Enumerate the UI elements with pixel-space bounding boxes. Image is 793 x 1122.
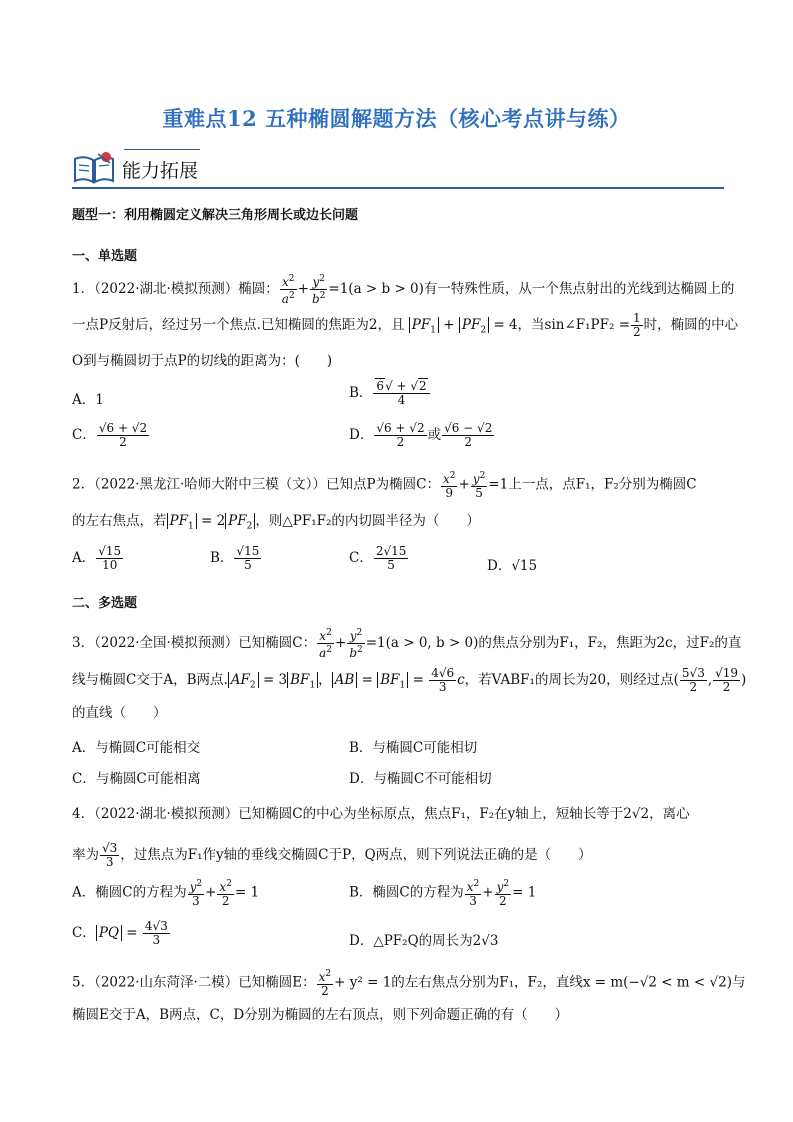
q2-option-c-value: $\frac{2√15}{5}$ [375,544,407,572]
q1-stem-a: 1．（2022·湖北·模拟预测）椭圆： [72,281,279,297]
q2-ratio-condition: $PF_1 = 2$ $PF_2$ [167,513,256,529]
q4-option-a[interactable]: A．椭圆C的方程为 $\frac{y^2}{3}$ + $\frac{x^2}{2}$ = 1 [72,879,260,908]
q3-point-y: $\frac{√19}{2}$ [715,666,739,694]
q1-ellipse-y-term: $\frac{y^2}{b^2}$ [311,274,326,306]
q2-line-1: 2．（2022·黑龙江·哈师大附中三模（文））已知点P为椭圆C： $\frac{x^2}{9}$ + $\frac{y^2}{5}$ =1上一点，点F₁，F₂分别为椭圆C [72,471,697,500]
q4-option-b-y-term: $\frac{y^2}{2}$ [496,879,510,908]
q2-option-d[interactable]: D．√15 [487,558,538,574]
q3-point-x: $\frac{5√3}{2}$ [681,666,705,694]
q2-ellipse-y-term: $\frac{y^2}{5}$ [472,471,486,500]
q4-option-a-x-term: $\frac{x^2}{2}$ [219,879,232,908]
q1-line-2 [72,311,739,341]
q1-option-d[interactable]: D． $\frac{√6 + √2}{2}$ 或 $\frac{√6 - √2}{2}$ [349,421,493,449]
q2-ellipse-x-term: $\frac{x^2}{9}$ [442,471,456,500]
q3-line-3: 的直线（ ） [72,705,167,721]
q3-option-a[interactable]: A．与椭圆C可能相交 [72,740,201,756]
q3-line-2: 线与椭圆C交于A，B两点. $AF_2 = 3$ $BF_1$ ， AB = $BF_1$ = $\frac{4√6}{3}$ c，若VABF₁的周长为20，则经过点( $\frac{5√3}{2}$ , $\frac{√19}{2}$ ) [72,666,747,694]
q3-line-1: 3．（2022·全国·模拟预测）已知椭圆C： $\frac{x^2}{a^2}$ + $\frac{y^2}{b^2}$ =1(a > 0, b > 0)的焦点分别为F₁，F₂，焦距为2c，过F₂的直 [72,628,742,660]
q2-option-b-value: $\frac{√15}{5}$ [236,544,260,572]
q1-sum-condition: $PF_1 + PF_2 = 4$ [409,317,518,333]
q1-option-b[interactable]: B． $\frac{6√ + √2}{4}$ [349,380,431,407]
banner-top-line [124,149,200,150]
q3-option-b[interactable]: B．与椭圆C可能相切 [349,740,478,756]
q1-option-d-value-2: $\frac{√6 - √2}{2}$ [444,421,493,449]
q4-option-c[interactable]: C． PQ = $\frac{4√3}{3}$ [72,919,168,947]
q1-option-d-value-1: $\frac{√6 + √2}{2}$ [376,421,425,449]
q1-line-3: O到与椭圆切于点P的切线的距离为：( ) [72,353,333,369]
q5-ellipse-x-term: $\frac{x^2}{2}$ [318,969,332,998]
q4-eccentricity: $\frac{√3}{3}$ [102,841,118,869]
q1-option-b-value: $\frac{6√ + √2}{4}$ [373,380,429,407]
q3-condition: $AF_2 = 3$ $BF_1$ ， AB = $BF_1$ = $\frac{4√6}{3}$ c [228,672,465,688]
q4-option-d[interactable]: D．△PF₂Q的周长为2√3 [349,933,499,949]
q1-option-a[interactable]: A．1 [72,392,104,408]
q4-option-b[interactable]: B．椭圆C的方程为 $\frac{x^2}{3}$ + $\frac{y^2}{2}$ = 1 [349,879,537,908]
section-single-choice: 一、单选题 [72,249,138,264]
q5-line-1: 5．（2022·山东菏泽·二模）已知椭圆E： $\frac{x^2}{2}$ + y² = 1的左右焦点分别为F₁，F₂，直线x = m(−√2 < m < √2)与 [72,969,746,998]
q4-option-c-value: $\frac{4√3}{3}$ [144,919,168,947]
q2-option-a-value: $\frac{√15}{10}$ [98,544,122,572]
q4-line-1: 4．（2022·湖北·模拟预测）已知椭圆C的中心为坐标原点，焦点F₁，F₂在y轴上，短轴长等于2√2，离心 [72,806,690,822]
q5-line-2: 椭圆E交于A，B两点，C，D分别为椭圆的左右顶点，则下列命题正确的有（ ） [72,1007,569,1023]
book-icon [72,151,116,185]
q3-option-c[interactable]: C．与椭圆C可能相离 [72,771,201,787]
q1-half-fraction: $\frac{1}{2}$ [633,311,641,339]
q1-option-c[interactable]: C． $\frac{√6 + √2}{2}$ [72,421,148,449]
q1-option-c-value: $\frac{√6 + √2}{2}$ [98,421,148,449]
q2-option-a[interactable]: A． $\frac{√15}{10}$ [72,544,122,572]
q1-stem-d: ，当sin∠F₁PF₂ = [517,317,631,333]
banner-rule [72,187,724,189]
banner-label: 能力拓展 [122,160,199,182]
q4-option-b-x-term: $\frac{x^2}{3}$ [466,879,480,908]
q1-line-1: 1．（2022·湖北·模拟预测）椭圆： $\frac{x^2}{a^2}$ + $\frac{y^2}{b^2}$ =1(a > b > 0)有一特殊性质，从一个焦点射出的光线到达椭圆上的 [72,274,735,306]
q2-option-b[interactable]: B． $\frac{√15}{5}$ [210,544,260,572]
q1-stem-c: 一点P反射后，经过另一个焦点.已知椭圆的焦距为2，且 [72,317,405,333]
page-title: 重难点12 五种椭圆解题方法（核心考点讲与练） [162,106,631,131]
q3-option-d[interactable]: D．与椭圆C不可能相切 [349,771,492,787]
type-heading: 题型一：利用椭圆定义解决三角形周长或边长问题 [72,208,359,223]
q3-ellipse-y-term: $\frac{y^2}{b^2}$ [349,628,363,660]
q1-ellipse-x-term: $\frac{x^2}{a^2}$ [281,274,295,306]
q4-option-a-y-term: $\frac{y^2}{3}$ [189,879,203,908]
q2-option-c[interactable]: C． $\frac{2√15}{5}$ [349,544,407,572]
q3-ellipse-x-term: $\frac{x^2}{a^2}$ [319,628,332,660]
q1-stem-b: =1(a > b > 0)有一特殊性质，从一个焦点射出的光线到达椭圆上的 [328,281,735,297]
q2-line-2: 的左右焦点，若 $PF_1 = 2$ $PF_2$ ，则△PF₁F₂的内切圆半径为（ ） [72,513,480,532]
q1-stem-e: 时，椭圆的中心 [643,317,739,333]
q4-line-2: 率为 $\frac{√3}{3}$ ，过焦点为F₁作y轴的垂线交椭圆C于P，Q两点，则下列说法正确的是（ ） [72,841,592,869]
section-multiple-choice: 二、多选题 [72,596,138,611]
section-banner [72,145,724,189]
